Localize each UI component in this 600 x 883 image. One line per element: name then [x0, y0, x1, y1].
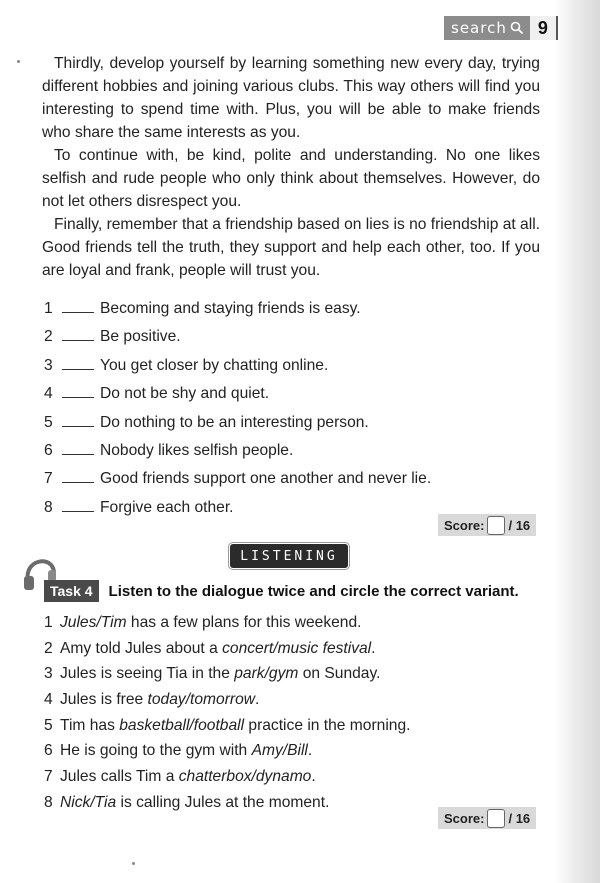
item-text-pre: Jules is seeing Tia in the — [60, 665, 235, 683]
statement-item — [44, 383, 431, 411]
task-item — [44, 794, 410, 820]
item-options[interactable]: Nick/Tia — [60, 793, 117, 811]
answer-blank[interactable] — [62, 383, 94, 398]
section-label — [444, 16, 530, 40]
item-options[interactable]: Amy/Bill — [251, 742, 308, 760]
task4-items — [44, 614, 410, 820]
score-total: / 16 — [508, 810, 531, 826]
item-text-post: on Sunday. — [298, 665, 381, 683]
statement-number: 2 — [44, 328, 53, 346]
item-number: 7 — [44, 768, 53, 786]
statement-item — [44, 326, 431, 354]
statements-list — [44, 298, 431, 525]
answer-blank[interactable] — [62, 326, 94, 341]
statement-number: 3 — [44, 356, 53, 374]
score-label: Score: — [444, 810, 485, 826]
statement-text: Forgive each other. — [100, 498, 234, 516]
answer-blank[interactable] — [62, 412, 94, 427]
item-options[interactable]: basketball/football — [119, 716, 245, 734]
statement-text: Nobody likes selfish people. — [100, 441, 294, 459]
statement-text: Good friends support one another and never lie. — [100, 470, 432, 488]
reading-paragraph: To continue with, be kind, polite and understanding. No one likes selfish and rude people who only think about themselves. However, do not let others disrespect you. — [42, 147, 540, 210]
statement-item — [44, 298, 431, 326]
statement-text: Do not be shy and quiet. — [100, 385, 270, 403]
listening-banner: LISTENING — [230, 544, 348, 568]
task-item — [44, 742, 410, 768]
task-item — [44, 640, 410, 666]
item-options[interactable]: today/tomorrow — [147, 691, 256, 709]
reading-paragraph: Finally, remember that a friendship based on lies is no friendship at all. Good friends tell the truth, they support and help each other, too. If you are loyal and frank, people will trust you. — [42, 216, 540, 279]
statement-item — [44, 412, 431, 440]
item-number: 2 — [44, 639, 53, 657]
statement-item — [44, 497, 431, 525]
statement-number: 1 — [44, 300, 53, 317]
item-text-post: . — [371, 639, 376, 657]
search-icon — [510, 21, 524, 35]
answer-blank[interactable] — [62, 298, 94, 313]
statement-text: You get closer by chatting online. — [100, 356, 329, 374]
item-number: 3 — [44, 665, 53, 683]
task-item — [44, 691, 410, 717]
answer-blank[interactable] — [62, 440, 94, 455]
item-text-post: . — [311, 768, 316, 786]
item-options[interactable]: concert/music festival — [222, 639, 372, 657]
task-item — [44, 717, 410, 743]
task4-header — [44, 580, 519, 602]
score-label: Score: — [444, 517, 485, 533]
statement-item — [44, 440, 431, 468]
score-box — [438, 807, 536, 829]
item-text-pre: Jules is free — [60, 691, 148, 709]
statement-text: Becoming and staying friends is easy. — [100, 300, 361, 317]
page-edge-shadow — [554, 0, 600, 883]
item-text-post: . — [307, 742, 313, 760]
item-number: 8 — [44, 793, 53, 811]
statement-text: Be positive. — [100, 328, 181, 346]
score-input[interactable] — [487, 516, 505, 535]
item-number: 6 — [44, 742, 53, 760]
item-text-post: practice in the morning. — [244, 716, 411, 734]
item-text-post: . — [255, 691, 260, 709]
score-box — [438, 514, 536, 536]
section-label-text: search — [451, 19, 507, 37]
item-number: 1 — [44, 614, 53, 631]
answer-blank[interactable] — [62, 355, 94, 370]
statement-text: Do nothing to be an interesting person. — [100, 413, 369, 431]
score-input[interactable] — [487, 809, 505, 828]
item-text-pre: He is going to the gym with — [60, 742, 252, 760]
task-badge: Task 4 — [44, 580, 99, 602]
reading-text — [42, 52, 540, 282]
answer-blank[interactable] — [62, 497, 94, 512]
task-instruction: Listen to the dialogue twice and circle the correct variant. — [108, 582, 519, 600]
item-text-post: is calling Jules at the moment. — [116, 793, 330, 811]
statement-item — [44, 468, 431, 496]
item-number: 5 — [44, 716, 53, 734]
task-item — [44, 768, 410, 794]
page-number: 9 — [530, 16, 558, 40]
score-total: / 16 — [508, 517, 531, 533]
item-number: 4 — [44, 691, 53, 709]
answer-blank[interactable] — [62, 468, 94, 483]
section-header-tab — [444, 16, 558, 40]
reading-paragraph: Thirdly, develop yourself by learning something new every day, trying different hobbies and joining various clubs. This way others will find you interesting to spend time with. Plus, you will be able to make friends who share the same interests as you. — [42, 55, 540, 141]
statement-number: 7 — [44, 470, 53, 488]
item-text-pre: Amy told Jules about a — [60, 639, 223, 657]
item-text-pre: Jules calls Tim a — [60, 768, 179, 786]
item-options[interactable]: chatterbox/dynamo — [178, 768, 312, 786]
item-options[interactable]: park/gym — [234, 665, 299, 683]
item-text-pre: Tim has — [60, 716, 120, 734]
task-item — [44, 665, 410, 691]
item-text-post: has a few plans for this weekend. — [126, 614, 362, 631]
statement-number: 5 — [44, 413, 53, 431]
statement-number: 4 — [44, 385, 53, 403]
statement-number: 8 — [44, 498, 53, 516]
statement-item — [44, 355, 431, 383]
statement-number: 6 — [44, 441, 53, 459]
task-item — [44, 614, 410, 640]
item-options[interactable]: Jules/Tim — [60, 614, 127, 631]
scan-speck — [17, 60, 20, 63]
scan-speck — [132, 862, 135, 865]
